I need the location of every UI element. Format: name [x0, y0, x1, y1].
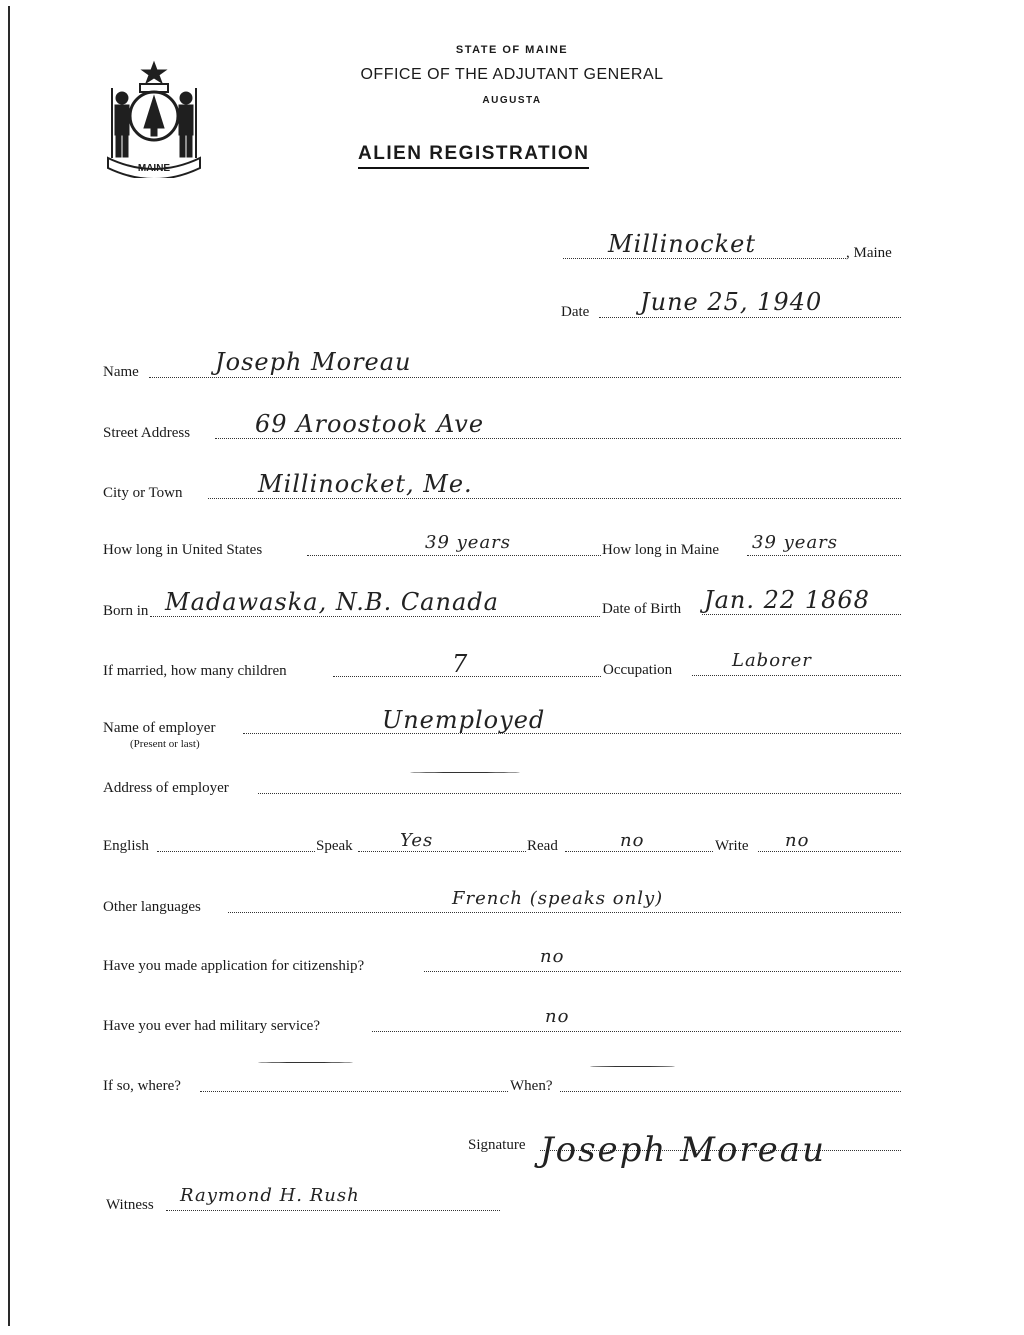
- city-label: City or Town: [103, 485, 183, 501]
- name-value: Joseph Moreau: [215, 348, 412, 376]
- date-label: Date: [561, 304, 590, 320]
- how-long-us-line: [307, 555, 601, 556]
- dob-line: [702, 614, 901, 615]
- born-in-line: [150, 616, 600, 617]
- speak-line: [358, 851, 526, 852]
- employer-sublabel: (Present or last): [130, 738, 200, 750]
- how-long-us-value: 39 years: [425, 532, 512, 553]
- military-value: no: [545, 1006, 570, 1027]
- read-line: [565, 851, 713, 852]
- how-long-maine-line: [747, 555, 901, 556]
- street-address-label: Street Address: [103, 425, 191, 441]
- where-label: If so, where?: [103, 1078, 181, 1094]
- speak-value: Yes: [400, 830, 434, 851]
- employer-address-line: [258, 793, 901, 794]
- location-suffix: , Maine: [846, 245, 892, 261]
- name-line: [149, 377, 901, 378]
- witness-label: Witness: [106, 1197, 154, 1213]
- other-languages-label: Other languages: [103, 899, 201, 915]
- when-dash-mark: [590, 1066, 675, 1067]
- citizenship-value: no: [540, 946, 565, 967]
- occupation-value: Laborer: [732, 650, 812, 671]
- dob-value: Jan. 22 1868: [704, 586, 870, 614]
- write-value: no: [785, 830, 810, 851]
- citizenship-line: [424, 971, 901, 972]
- when-line: [560, 1091, 901, 1092]
- read-label: Read: [527, 838, 558, 854]
- witness-value: Raymond H. Rush: [180, 1185, 360, 1206]
- signature-value: Joseph Moreau: [540, 1130, 826, 1170]
- street-address-line: [215, 438, 901, 439]
- name-label: Name: [103, 364, 139, 380]
- header-office: OFFICE OF THE ADJUTANT GENERAL: [360, 66, 664, 83]
- children-value: 7: [452, 650, 469, 678]
- city-line: [208, 498, 901, 499]
- employer-line: [243, 733, 901, 734]
- employer-address-label: Address of employer: [103, 780, 229, 796]
- location-line: [563, 258, 846, 259]
- header-city: AUGUSTA: [482, 95, 542, 106]
- read-value: no: [620, 830, 645, 851]
- military-label: Have you ever had military service?: [103, 1018, 320, 1034]
- city-value: Millinocket, Me.: [258, 470, 473, 498]
- how-long-maine-label: How long in Maine: [602, 542, 720, 558]
- english-line: [157, 851, 315, 852]
- occupation-label: Occupation: [603, 662, 673, 678]
- other-languages-value: French (speaks only): [452, 888, 664, 909]
- dob-label: Date of Birth: [602, 601, 682, 617]
- military-line: [372, 1031, 901, 1032]
- when-label: When?: [510, 1078, 553, 1094]
- where-dash-mark: [258, 1062, 353, 1063]
- form-title: ALIEN REGISTRATION: [358, 143, 589, 169]
- other-languages-line: [228, 912, 901, 913]
- employer-label: Name of employer: [103, 720, 216, 736]
- signature-label: Signature: [468, 1137, 526, 1153]
- how-long-maine-value: 39 years: [752, 532, 839, 553]
- employer-value: Unemployed: [382, 706, 546, 734]
- born-in-value: Madawaska, N.B. Canada: [165, 588, 499, 616]
- english-label: English: [103, 838, 149, 854]
- children-label: If married, how many children: [103, 663, 287, 679]
- where-line: [200, 1091, 508, 1092]
- write-line: [758, 851, 901, 852]
- street-address-value: 69 Aroostook Ave: [255, 410, 485, 438]
- write-label: Write: [715, 838, 749, 854]
- born-in-label: Born in: [103, 603, 149, 619]
- citizenship-label: Have you made application for citizenship?: [103, 958, 365, 974]
- employer-address-dash-mark: [410, 772, 520, 773]
- date-value: June 25, 1940: [640, 288, 823, 316]
- seal-banner-text: MAINE: [137, 163, 171, 174]
- occupation-line: [692, 675, 901, 676]
- witness-line: [166, 1210, 500, 1211]
- date-line: [599, 317, 901, 318]
- location-value: Millinocket: [608, 230, 757, 258]
- header-state: STATE OF MAINE: [455, 44, 569, 56]
- speak-label: Speak: [316, 838, 353, 854]
- how-long-us-label: How long in United States: [103, 542, 263, 558]
